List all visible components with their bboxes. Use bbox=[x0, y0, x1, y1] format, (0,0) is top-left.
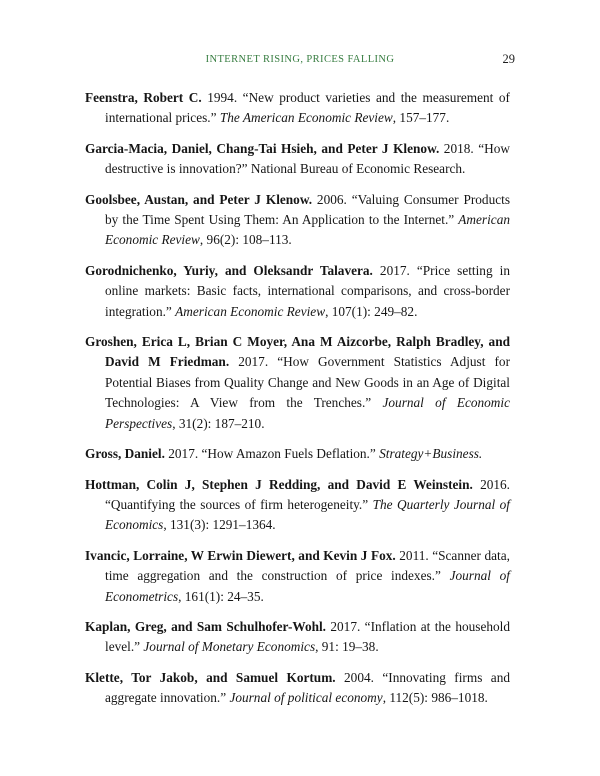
reference-segment-bold: Klette, Tor Jakob, and Samuel Kortum. bbox=[85, 669, 336, 685]
reference-entry bbox=[85, 332, 510, 434]
reference-entry bbox=[85, 444, 510, 464]
reference-segment-italic: Journal of Monetary Economics bbox=[143, 639, 316, 655]
reference-segment-normal: 2018. “How destructive is innovation?” National Bureau of Economic Research. bbox=[105, 140, 510, 177]
page-number: 29 bbox=[502, 52, 515, 66]
reference-segment-normal: 2017. “How Amazon Fuels Deflation.” bbox=[164, 446, 380, 462]
reference-segment-normal: 1994. “New product varieties and the measurement of international prices.” bbox=[105, 90, 510, 126]
reference-entry bbox=[85, 668, 510, 709]
reference-segment-bold: Gross, Daniel. bbox=[85, 446, 165, 462]
reference-segment-italic: Journal of Economic Perspectives bbox=[105, 395, 510, 431]
reference-segment-normal: 2004. “Innovating firms and aggregate innovation.” bbox=[105, 669, 510, 706]
reference-entry bbox=[85, 88, 510, 129]
reference-segment-normal: , 157–177. bbox=[392, 110, 450, 126]
reference-segment-italic: Journal of Econometrics bbox=[105, 568, 510, 604]
reference-entry bbox=[85, 475, 510, 536]
reference-segment-normal: 2017. “Inflation at the household level.” bbox=[105, 618, 510, 655]
reference-segment-italic: American Economic Review bbox=[175, 303, 326, 319]
reference-segment-italic: Strategy+Business. bbox=[379, 446, 483, 462]
reference-segment-italic: The Quarterly Journal of Economics bbox=[105, 496, 510, 533]
reference-segment-bold: Hottman, Colin J, Stephen J Redding, and David E Weinstein. bbox=[85, 476, 473, 492]
reference-segment-normal: , 31(2): 187–210. bbox=[172, 415, 265, 431]
reference-segment-bold: Gorodnichenko, Yuriy, and Oleksandr Talavera. bbox=[85, 262, 373, 278]
reference-segment-normal: , 112(5): 986–1018. bbox=[382, 690, 488, 706]
reference-entry bbox=[85, 139, 510, 180]
reference-segment-italic: Journal of political economy bbox=[229, 690, 383, 706]
references-list bbox=[85, 88, 510, 709]
reference-segment-normal: , 96(2): 108–113. bbox=[199, 232, 292, 248]
reference-segment-normal: , 91: 19–38. bbox=[315, 639, 379, 655]
reference-entry bbox=[85, 546, 510, 607]
reference-segment-normal: 2017. “How Government Statistics Adjust for Potential Biases from Quality Change and New Goods in an Age of Digital Technologies: A View from the Trenches.” bbox=[105, 354, 510, 411]
reference-segment-bold: Kaplan, Greg, and Sam Schulhofer-Wohl. bbox=[85, 618, 326, 634]
page-header bbox=[85, 52, 515, 68]
reference-segment-bold: Garcia-Macia, Daniel, Chang-Tai Hsieh, and Peter J Klenow. bbox=[85, 140, 440, 156]
reference-segment-bold: Feenstra, Robert C. bbox=[85, 90, 202, 105]
reference-segment-bold: Goolsbee, Austan, and Peter J Klenow. bbox=[85, 191, 313, 207]
reference-segment-italic: American Economic Review bbox=[105, 212, 510, 248]
reference-segment-normal: , 131(3): 1291–1364. bbox=[163, 517, 276, 533]
reference-segment-italic: The American Economic Review bbox=[219, 110, 393, 126]
reference-segment-normal: 2017. “Price setting in online markets: Basic facts, international comparisons, and cross-border integration.” bbox=[105, 262, 510, 319]
reference-segment-normal: 2016. “Quantifying the sources of firm heterogeneity.” bbox=[105, 476, 511, 512]
reference-segment-normal: 2006. “Valuing Consumer Products by the Time Spent Using Them: An Application to the Internet.” bbox=[105, 191, 510, 228]
reference-segment-normal: 2011. “Scanner data, time aggregation and the construction of price indexes.” bbox=[105, 547, 510, 584]
reference-entry bbox=[85, 617, 510, 658]
reference-segment-bold: Ivancic, Lorraine, W Erwin Diewert, and Kevin J Fox. bbox=[85, 547, 396, 563]
reference-entry bbox=[85, 190, 510, 251]
reference-segment-normal: , 107(1): 249–82. bbox=[325, 303, 418, 319]
reference-segment-bold: Groshen, Erica L, Brian C Moyer, Ana M Aizcorbe, Ralph Bradley, and David M Friedman. bbox=[85, 334, 510, 370]
running-title: INTERNET RISING, PRICES FALLING bbox=[205, 54, 395, 65]
reference-entry bbox=[85, 261, 510, 322]
reference-segment-normal: , 161(1): 24–35. bbox=[178, 588, 264, 604]
